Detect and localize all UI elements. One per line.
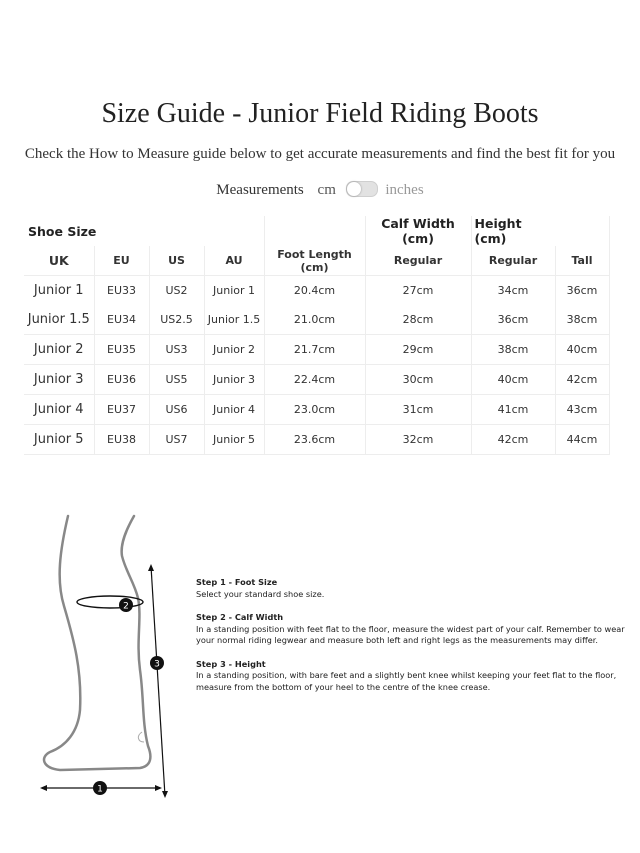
table-row — [24, 335, 609, 365]
height-header: Height (cm) — [474, 216, 522, 246]
table-cell: 23.6cm — [264, 425, 365, 455]
step-text: In a standing position with feet flat to the floor, measure the widest part of your calf. Remember to wear your normal riding legwear and measure both left and right legs as the measurements may differ. — [196, 623, 625, 645]
table-row — [24, 395, 609, 425]
table-cell: 40cm — [471, 365, 555, 395]
table-cell: US5 — [149, 365, 204, 395]
table-cell: Junior 3 — [24, 365, 94, 395]
table-cell: Junior 1 — [204, 276, 264, 306]
table-cell: Junior 2 — [204, 335, 264, 365]
col-au: AU — [204, 246, 264, 276]
col-height-tall: Tall — [555, 246, 609, 276]
table-cell: 38cm — [471, 335, 555, 365]
page-title: Size Guide - Junior Field Riding Boots — [101, 98, 539, 129]
marker-1-label: 1 — [97, 784, 103, 795]
table-cell: 42cm — [555, 365, 609, 395]
table-cell: Junior 2 — [24, 335, 94, 365]
inches-option[interactable]: inches — [385, 182, 424, 198]
step-height — [196, 659, 626, 694]
leg-measurement-diagram — [30, 510, 180, 800]
calf-width-header: Calf Width (cm) — [365, 216, 471, 246]
table-cell: Junior 4 — [24, 395, 94, 425]
table-cell: Junior 5 — [204, 425, 264, 455]
step-foot-size — [196, 577, 626, 600]
table-cell: US7 — [149, 425, 204, 455]
col-eu: EU — [94, 246, 149, 276]
table-cell: 28cm — [365, 305, 471, 335]
step-title: Step 3 - Height — [196, 658, 266, 669]
table-row — [24, 276, 609, 306]
table-cell: US6 — [149, 395, 204, 425]
table-cell: 30cm — [365, 365, 471, 395]
measurement-steps — [196, 577, 626, 705]
table-cell: 38cm — [555, 305, 609, 335]
table-cell: Junior 1 — [24, 276, 94, 306]
measurements-label: Measurements — [216, 182, 304, 198]
table-cell: Junior 4 — [204, 395, 264, 425]
table-cell: 41cm — [471, 395, 555, 425]
empty-header-cell — [264, 216, 365, 246]
table-cell: 43cm — [555, 395, 609, 425]
table-cell: 21.7cm — [264, 335, 365, 365]
table-cell: Junior 5 — [24, 425, 94, 455]
table-cell: 29cm — [365, 335, 471, 365]
calf-measure-line — [77, 596, 143, 608]
height-arrow — [151, 566, 165, 796]
table-cell: US2 — [149, 276, 204, 306]
table-row — [24, 305, 609, 335]
cm-option[interactable]: cm — [317, 182, 336, 198]
table-cell: 36cm — [555, 276, 609, 306]
table-cell: 20.4cm — [264, 276, 365, 306]
shoe-size-header: Shoe Size — [24, 216, 264, 246]
table-cell: 42cm — [471, 425, 555, 455]
col-foot-length: Foot Length (cm) — [264, 246, 365, 276]
table-cell: Junior 1.5 — [204, 305, 264, 335]
toggle-knob — [347, 182, 361, 196]
table-cell: EU33 — [94, 276, 149, 306]
table-cell: US3 — [149, 335, 204, 365]
measurement-unit-switch — [0, 181, 640, 199]
table-cell: EU34 — [94, 305, 149, 335]
col-uk: UK — [24, 246, 94, 276]
table-cell: 44cm — [555, 425, 609, 455]
table-cell: 31cm — [365, 395, 471, 425]
table-cell: EU37 — [94, 395, 149, 425]
step-calf-width — [196, 612, 626, 647]
step-text: Select your standard shoe size. — [196, 588, 325, 599]
unit-toggle[interactable] — [346, 181, 378, 197]
table-cell: 40cm — [555, 335, 609, 365]
table-cell: 21.0cm — [264, 305, 365, 335]
table-cell: US2.5 — [149, 305, 204, 335]
step-title: Step 1 - Foot Size — [196, 577, 278, 587]
table-cell: 22.4cm — [264, 365, 365, 395]
table-cell: Junior 3 — [204, 365, 264, 395]
table-cell: 34cm — [471, 276, 555, 306]
table-cell: 36cm — [471, 305, 555, 335]
page-subtitle: Check the How to Measure guide below to get accurate measurements and find the best fit for you — [24, 146, 616, 162]
table-row — [24, 365, 609, 395]
table-row — [24, 425, 609, 455]
table-cell: EU35 — [94, 335, 149, 365]
step-title: Step 2 - Calf Width — [196, 612, 284, 622]
table-cell: EU38 — [94, 425, 149, 455]
table-cell: EU36 — [94, 365, 149, 395]
size-table — [24, 216, 610, 455]
step-text: In a standing position, with bare feet and a slightly bent knee whilst keeping your feet flat to the floor, measure from the bottom of your heel to the centre of the knee crease. — [196, 670, 617, 692]
col-height-regular: Regular — [471, 246, 555, 276]
marker-2-label: 2 — [123, 601, 129, 612]
table-cell: 32cm — [365, 425, 471, 455]
sub-header-row — [24, 246, 609, 276]
marker-3-label: 3 — [154, 659, 160, 670]
leg-outline — [44, 516, 150, 770]
table-cell: 27cm — [365, 276, 471, 306]
group-header-row — [24, 216, 609, 246]
table-cell: 23.0cm — [264, 395, 365, 425]
col-us: US — [149, 246, 204, 276]
col-calf-regular: Regular — [365, 246, 471, 276]
table-cell: Junior 1.5 — [24, 305, 94, 335]
empty-header-cell — [555, 216, 609, 246]
